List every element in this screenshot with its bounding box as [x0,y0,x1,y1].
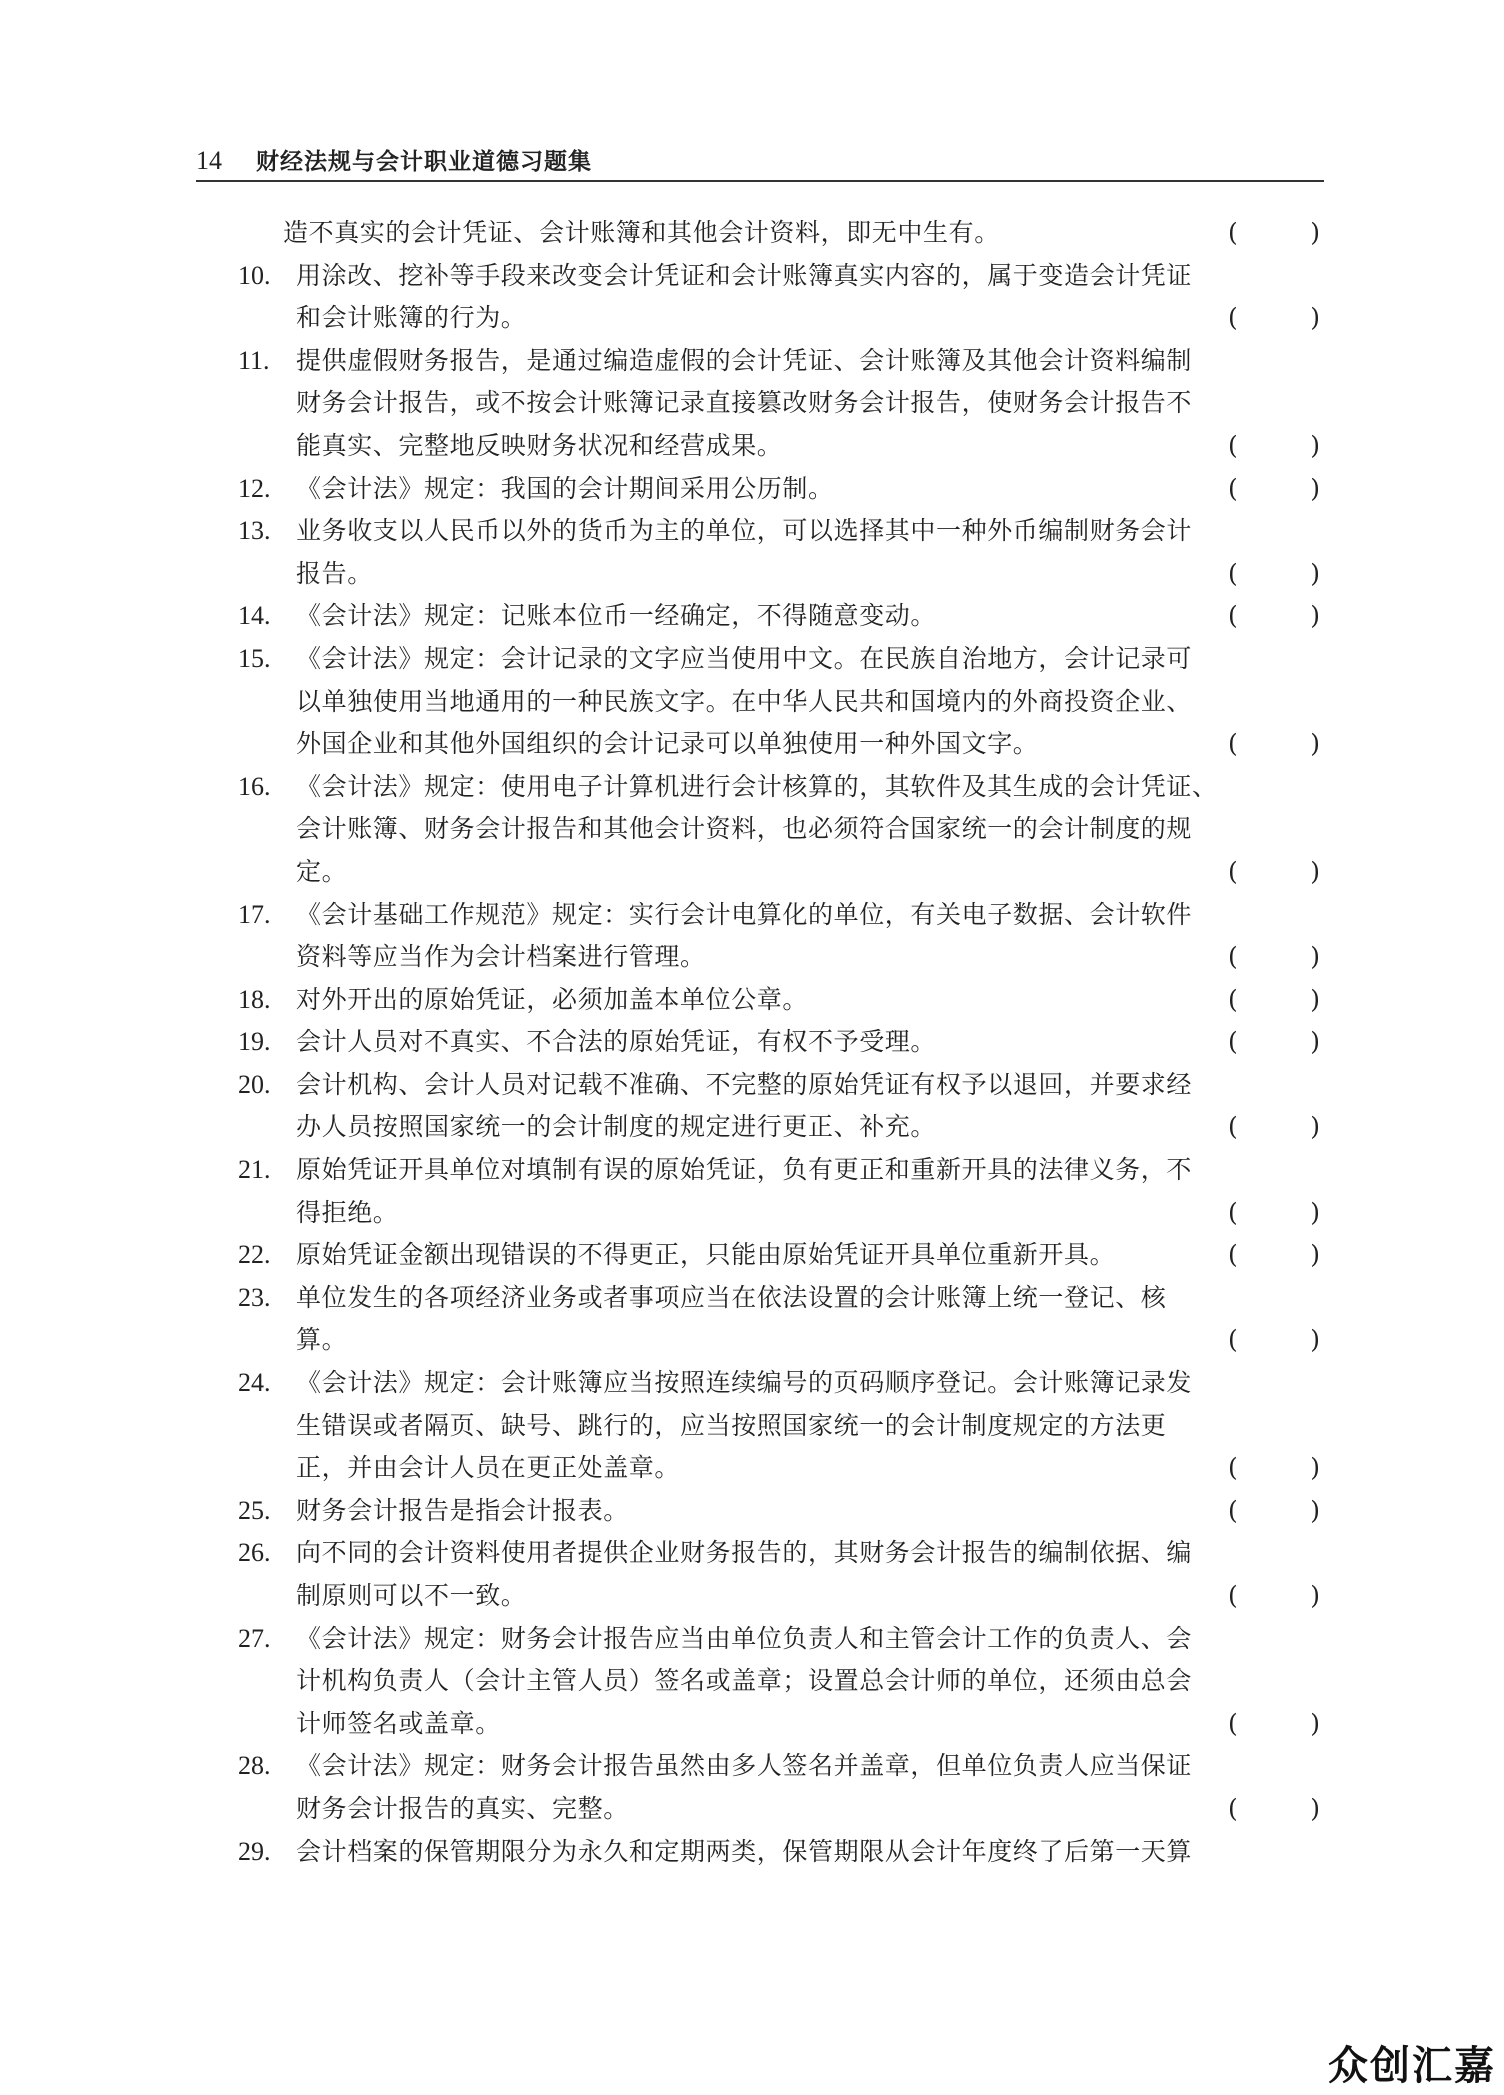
question-line [0,1234,1504,1277]
question-number: 28. [238,1751,271,1781]
question-line [0,1277,1504,1320]
answer-bracket[interactable] [1228,1575,1320,1618]
bracket-open: ( [1228,1453,1238,1483]
bracket-close: ) [1310,1027,1320,1057]
answer-bracket[interactable] [1228,851,1320,894]
question-text: 财务会计报告的真实、完整。 [296,1793,629,1823]
question-line [0,297,1504,340]
question-line [0,425,1504,468]
bracket-close: ) [1310,1793,1320,1823]
question-list [0,212,1504,1873]
question-number: 21. [238,1155,271,1185]
bracket-open: ( [1228,856,1238,886]
bracket-open: ( [1228,942,1238,972]
question-text: 会计人员对不真实、不合法的原始凭证，有权不予受理。 [296,1027,937,1057]
question-text: 造不真实的会计凭证、会计账簿和其他会计资料，即无中生有。 [283,218,1000,247]
question-line [0,766,1504,809]
question-line [0,255,1504,298]
bracket-close: ) [1310,1495,1320,1525]
question-text: 计师签名或盖章。 [296,1708,501,1738]
question-number: 11. [238,345,270,375]
question-line [0,1319,1504,1362]
bracket-open: ( [1228,1240,1238,1270]
question-text: 资料等应当作为会计档案进行管理。 [296,942,706,972]
question-text: 《会计法》规定：会计记录的文字应当使用中文。在民族自治地方，会计记录可 [296,643,1193,673]
answer-bracket[interactable] [1228,212,1320,255]
question-number: 12. [238,473,271,503]
bracket-open: ( [1228,1581,1238,1610]
question-text: 会计机构、会计人员对记载不准确、不完整的原始凭证有权予以退回，并要求经 [296,1069,1193,1099]
question-text: 计机构负责人（会计主管人员）签名或盖章；设置总会计师的单位，还须由总会 [296,1666,1193,1696]
question-line [0,851,1504,894]
answer-bracket[interactable] [1228,979,1320,1022]
bracket-close: ) [1310,1112,1320,1142]
question-text: 用涂改、挖补等手段来改变会计凭证和会计账簿真实内容的，属于变造会计凭证 [296,260,1193,290]
bracket-close: ) [1310,1240,1320,1270]
question-text: 和会计账簿的行为。 [296,303,527,333]
book-title: 财经法规与会计职业道德习题集 [256,149,592,175]
question-text: 向不同的会计资料使用者提供企业财务报告的，其财务会计报告的编制依据、编 [296,1538,1193,1568]
question-line [0,808,1504,851]
bracket-open: ( [1228,218,1238,247]
answer-bracket[interactable] [1228,468,1320,511]
question-text: 《会计法》规定：记账本位币一经确定，不得随意变动。 [296,601,937,631]
question-line [0,1745,1504,1788]
question-line [0,1192,1504,1235]
answer-bracket[interactable] [1228,1447,1320,1490]
question-line [0,1532,1504,1575]
bracket-close: ) [1310,303,1320,333]
question-number: 23. [238,1282,271,1312]
question-line [0,723,1504,766]
question-line [0,1788,1504,1831]
question-line [0,1447,1504,1490]
question-line [0,936,1504,979]
question-number: 13. [238,516,271,546]
question-number: 10. [238,260,271,290]
question-line [0,1660,1504,1703]
bracket-close: ) [1310,558,1320,588]
answer-bracket[interactable] [1228,1106,1320,1149]
answer-bracket[interactable] [1228,1490,1320,1533]
bracket-open: ( [1228,473,1238,503]
question-text: 办人员按照国家统一的会计制度的规定进行更正、补充。 [296,1112,937,1142]
bracket-open: ( [1228,1197,1238,1227]
bracket-close: ) [1310,1708,1320,1738]
question-number: 17. [238,899,271,929]
question-number: 16. [238,771,271,801]
question-text: 以单独使用当地通用的一种民族文字。在中华人民共和国境内的外商投资企业、 [296,686,1193,716]
question-number: 19. [238,1027,271,1057]
answer-bracket[interactable] [1228,1192,1320,1235]
question-number: 20. [238,1069,271,1099]
bracket-close: ) [1310,942,1320,972]
question-line [0,1405,1504,1448]
question-line [0,1831,1504,1874]
question-text: 制原则可以不一致。 [296,1581,527,1610]
question-line [0,1618,1504,1661]
question-number: 15. [238,643,271,673]
question-text: 能真实、完整地反映财务状况和经营成果。 [296,430,783,460]
bracket-close: ) [1310,473,1320,503]
bracket-open: ( [1228,1793,1238,1823]
bracket-open: ( [1228,303,1238,333]
bracket-open: ( [1228,1112,1238,1142]
question-number: 22. [238,1240,271,1270]
header-rule [196,180,1324,182]
question-text: 《会计法》规定：财务会计报告虽然由多人签名并盖章，但单位负责人应当保证 [296,1751,1193,1781]
bracket-open: ( [1228,729,1238,759]
question-line [0,468,1504,511]
question-number: 29. [238,1836,271,1866]
watermark-logo: 众创汇嘉 [1328,2043,1496,2089]
question-text: 《会计法》规定：我国的会计期间采用公历制。 [296,473,834,503]
running-header [196,140,1324,176]
question-line [0,595,1504,638]
bracket-open: ( [1228,984,1238,1014]
question-line [0,553,1504,596]
question-text: 算。 [296,1325,348,1355]
bracket-close: ) [1310,1325,1320,1355]
question-text: 定。 [296,856,348,886]
question-line [0,1106,1504,1149]
bracket-close: ) [1310,218,1320,247]
question-number: 27. [238,1623,271,1653]
bracket-close: ) [1310,430,1320,460]
bracket-open: ( [1228,1495,1238,1525]
question-text: 生错误或者隔页、缺号、跳行的，应当按照国家统一的会计制度规定的方法更 [296,1410,1167,1440]
question-line [0,340,1504,383]
question-text: 原始凭证金额出现错误的不得更正，只能由原始凭证开具单位重新开具。 [296,1240,1116,1270]
question-text: 《会计法》规定：使用电子计算机进行会计核算的，其软件及其生成的会计凭证、 [296,771,1218,801]
bracket-open: ( [1228,430,1238,460]
bracket-close: ) [1310,729,1320,759]
bracket-open: ( [1228,558,1238,588]
question-text: 《会计法》规定：会计账簿应当按照连续编号的页码顺序登记。会计账簿记录发 [296,1368,1193,1398]
question-line [0,212,1504,255]
bracket-close: ) [1310,984,1320,1014]
question-text: 财务会计报告，或不按会计账簿记录直接篡改财务会计报告，使财务会计报告不 [296,388,1193,418]
question-line [0,1703,1504,1746]
question-line [0,1149,1504,1192]
answer-bracket[interactable] [1228,936,1320,979]
answer-bracket[interactable] [1228,1021,1320,1064]
question-line [0,638,1504,681]
answer-bracket[interactable] [1228,297,1320,340]
question-text: 财务会计报告是指会计报表。 [296,1495,629,1525]
answer-bracket[interactable] [1228,723,1320,766]
bracket-open: ( [1228,1708,1238,1738]
question-text: 《会计法》规定：财务会计报告应当由单位负责人和主管会计工作的负责人、会 [296,1623,1193,1653]
answer-bracket[interactable] [1228,425,1320,468]
answer-bracket[interactable] [1228,1319,1320,1362]
question-text: 对外开出的原始凭证，必须加盖本单位公章。 [296,984,809,1014]
question-line [0,1575,1504,1618]
bracket-close: ) [1310,1453,1320,1483]
question-line [0,681,1504,724]
question-text: 业务收支以人民币以外的货币为主的单位，可以选择其中一种外币编制财务会计 [296,516,1193,546]
answer-bracket[interactable] [1228,1234,1320,1277]
bracket-close: ) [1310,601,1320,631]
question-number: 18. [238,984,271,1014]
question-number: 24. [238,1368,271,1398]
question-text: 会计账簿、财务会计报告和其他会计资料，也必须符合国家统一的会计制度的规 [296,814,1193,844]
page-number: 14 [196,146,222,175]
answer-bracket[interactable] [1228,595,1320,638]
bracket-close: ) [1310,1581,1320,1610]
question-line [0,1021,1504,1064]
bracket-close: ) [1310,1197,1320,1227]
question-text: 报告。 [296,558,373,588]
question-text: 会计档案的保管期限分为永久和定期两类，保管期限从会计年度终了后第一天算 [296,1836,1193,1866]
question-number: 25. [238,1495,271,1525]
question-line [0,382,1504,425]
question-number: 14. [238,601,271,631]
question-number: 26. [238,1538,271,1568]
question-text: 外国企业和其他外国组织的会计记录可以单独使用一种外国文字。 [296,729,1039,759]
question-text: 单位发生的各项经济业务或者事项应当在依法设置的会计账簿上统一登记、核 [296,1282,1167,1312]
question-text: 原始凭证开具单位对填制有误的原始凭证，负有更正和重新开具的法律义务，不 [296,1155,1193,1185]
question-text: 《会计基础工作规范》规定：实行会计电算化的单位，有关电子数据、会计软件 [296,899,1193,929]
question-line [0,1490,1504,1533]
answer-bracket[interactable] [1228,1788,1320,1831]
question-line [0,894,1504,937]
question-line [0,1064,1504,1107]
question-line [0,979,1504,1022]
bracket-close: ) [1310,856,1320,886]
question-text: 得拒绝。 [296,1197,399,1227]
bracket-open: ( [1228,1325,1238,1355]
answer-bracket[interactable] [1228,1703,1320,1746]
bracket-open: ( [1228,601,1238,631]
question-text: 正，并由会计人员在更正处盖章。 [296,1453,681,1483]
answer-bracket[interactable] [1228,553,1320,596]
question-line [0,510,1504,553]
bracket-open: ( [1228,1027,1238,1057]
question-line [0,1362,1504,1405]
question-text: 提供虚假财务报告，是通过编造虚假的会计凭证、会计账簿及其他会计资料编制 [296,345,1193,375]
